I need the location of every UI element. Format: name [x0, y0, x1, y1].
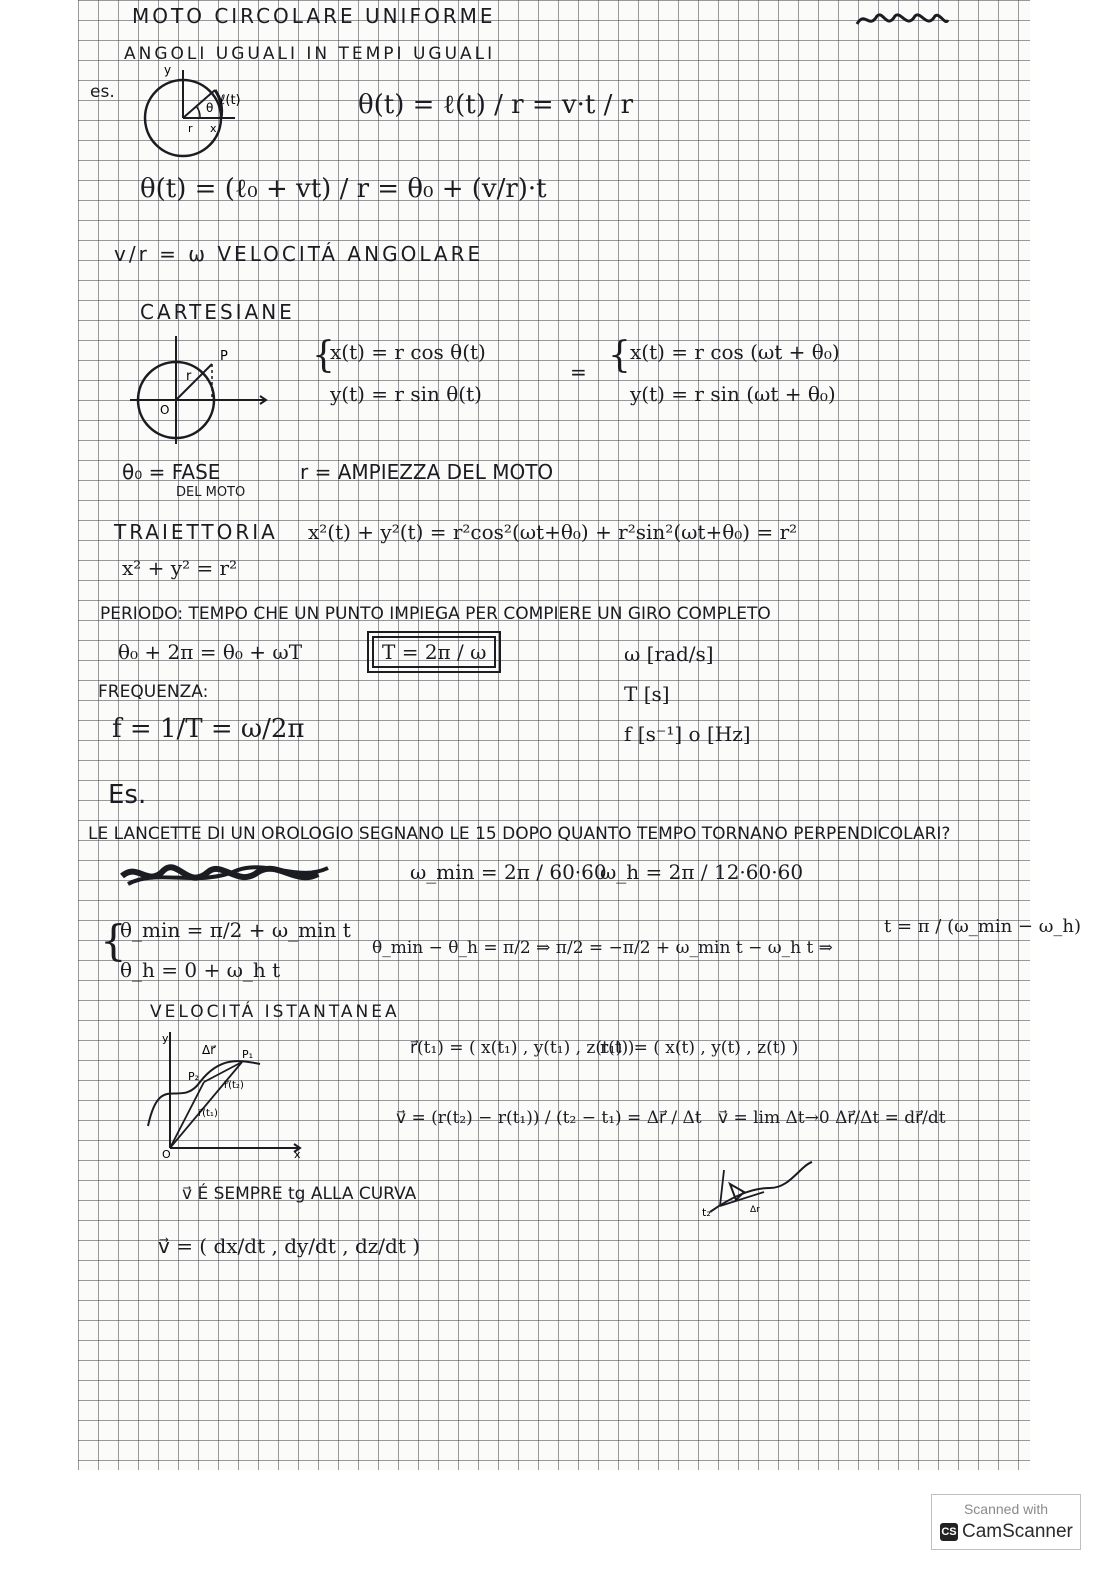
fig2-o-label: O	[160, 403, 170, 417]
tangent-note: v⃗ É SEMPRE tg ALLA CURVA	[182, 1184, 417, 1204]
crossed-out-scribble	[118, 858, 338, 894]
omega-hours: ω_h = 2π / 12·60·60	[600, 860, 804, 884]
angular-velocity-def: v/r = ω VELOCITÁ ANGOLARE	[114, 242, 484, 266]
camscanner-icon: CS	[940, 1523, 958, 1541]
fig3-rt2-label: r⃗(t₂)	[224, 1080, 244, 1091]
circle-diagram	[140, 63, 260, 166]
theta-equation-2: θ(t) = (ℓ₀ + vt) / r = θ₀ + (v/r)·t	[140, 174, 547, 204]
position-vector-t1: r⃗(t₁) = ( x(t₁) , y(t₁) , z(t₁) )	[410, 1038, 635, 1058]
fig3-o-label: O	[162, 1148, 171, 1161]
trajectory-label: TRAIETTORIA	[114, 520, 278, 544]
position-vector-t: r(t) = ( x(t) , y(t) , z(t) )	[600, 1038, 799, 1058]
fig3-y-label: y	[162, 1032, 169, 1045]
limit-velocity-equation: v⃗ = lim Δt→0 Δr⃗/Δt = dr⃗/dt	[718, 1108, 946, 1128]
example-marker: es.	[90, 82, 115, 102]
scribble-mark	[855, 8, 950, 32]
fig3-rt1-label: r⃗(t₁)	[198, 1108, 218, 1119]
velocity-components: v⃗ = ( dx/dt , dy/dt , dz/dt )	[158, 1234, 421, 1258]
period-equation: θ₀ + 2π = θ₀ + ωT	[118, 640, 303, 664]
angles-line: ANGOLI UGUALI IN TEMPI UGUALI	[124, 44, 496, 64]
theta-equation-1: θ(t) = ℓ(t) / r = v·t / r	[358, 90, 634, 120]
phase-label: θ₀ = FASE	[122, 460, 221, 484]
cartesian-equals: =	[570, 360, 587, 384]
page-title: MOTO CIRCOLARE UNIFORME	[132, 4, 496, 28]
brace-right: {	[608, 335, 631, 376]
tangent-dr-label: Δr	[750, 1205, 760, 1215]
theta-difference: θ_min − θ_h = π/2 ⇒ π/2 = −π/2 + ω_min t − ω_h t ⇒	[372, 938, 833, 958]
fig1-r-label: r	[188, 122, 193, 135]
fig1-x-label: x	[210, 122, 217, 135]
trajectory-vector-diagram	[140, 1030, 310, 1160]
example-question: LE LANCETTE DI UN OROLOGIO SEGNANO LE 15 DOPO QUANTO TEMPO TORNANO PERPENDICOLARI?	[88, 824, 951, 844]
tangent-t2-label: t₂	[702, 1206, 711, 1219]
fig1-y-label: y	[164, 63, 172, 77]
camscanner-brand: CamScanner	[962, 1521, 1073, 1542]
cartesian-y-eq-phase: y(t) = r sin (ωt + θ₀)	[630, 382, 836, 406]
period-definition: PERIODO: TEMPO CHE UN PUNTO IMPIEGA PER COMPIERE UN GIRO COMPLETO	[100, 604, 771, 624]
phase-sublabel: DEL MOTO	[176, 485, 246, 500]
mean-velocity-equation: v⃗ = (r(t₂) − r(t₁)) / (t₂ − t₁) = Δr⃗ / Δt	[396, 1108, 702, 1128]
fig3-dr-label: Δr⃗	[202, 1043, 216, 1057]
frequency-label: FREQUENZA:	[98, 682, 209, 702]
tangent-sketch	[700, 1158, 820, 1218]
system-brace: {	[100, 916, 127, 965]
cartesian-x-eq: x(t) = r cos θ(t)	[330, 340, 486, 364]
theta-hours: θ_h = 0 + ω_h t	[120, 958, 281, 982]
fig1-theta-label: θ	[206, 101, 214, 115]
fig1-arc-label: ℓ(t)	[220, 93, 241, 108]
cartesian-x-eq-phase: x(t) = r cos (ωt + θ₀)	[630, 340, 840, 364]
fig2-p-label: P	[220, 349, 228, 364]
unit-omega: ω [rad/s]	[624, 642, 714, 666]
section-cartesian: CARTESIANE	[140, 300, 295, 324]
trajectory-result: x² + y² = r²	[122, 556, 238, 580]
unit-period: T [s]	[624, 682, 670, 706]
scanned-with-text: Scanned with	[963, 1501, 1049, 1517]
fig3-p2-label: P₂	[188, 1070, 200, 1083]
fig3-x-label: x	[294, 1148, 301, 1161]
fig2-r-label: r	[186, 369, 192, 384]
trajectory-equation: x²(t) + y²(t) = r²cos²(ωt+θ₀) + r²sin²(ωt+θ₀) = r²	[308, 520, 798, 544]
amplitude-label: r = AMPIEZZA DEL MOTO	[300, 460, 554, 484]
unit-frequency: f [s⁻¹] o [Hz]	[624, 722, 751, 746]
fig3-p1-label: P₁	[242, 1048, 254, 1061]
time-result: t = π / (ω_min − ω_h)	[884, 916, 1082, 937]
cartesian-circle-diagram	[128, 334, 278, 450]
theta-minutes: θ_min = π/2 + ω_min t	[120, 918, 351, 942]
cartesian-y-eq: y(t) = r sin θ(t)	[330, 382, 482, 406]
brace-left: {	[312, 335, 335, 376]
instantaneous-velocity-heading: VELOCITÁ ISTANTANEA	[150, 1002, 400, 1022]
camscanner-badge	[931, 1494, 1081, 1550]
frequency-equation: f = 1/T = ω/2π	[112, 714, 305, 744]
omega-minutes: ω_min = 2π / 60·60	[410, 860, 607, 884]
period-boxed-formula: T = 2π / ω	[372, 636, 496, 668]
example-label: Es.	[108, 780, 147, 810]
